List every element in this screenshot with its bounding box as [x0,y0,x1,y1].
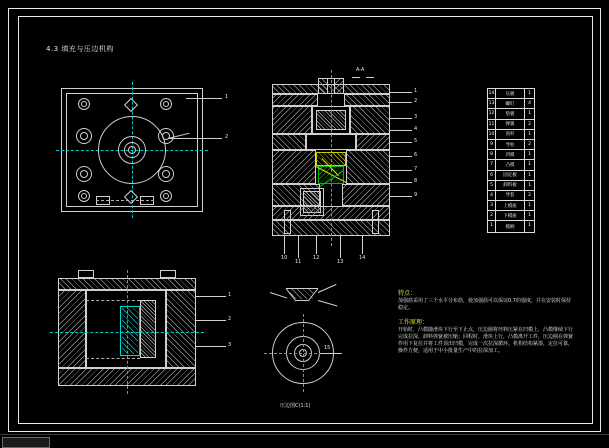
bom-row [488,160,534,170]
bom-cell-name: 凸模 [496,160,525,169]
bom-row [488,171,534,181]
callout-sec-1: 1 [414,88,418,94]
principle-title: 工作原理： [398,318,429,326]
bom-cell-name: 凹模 [496,150,525,159]
bom-row [488,191,534,201]
bom-cell-no: 5 [488,181,496,190]
bom-cell-qty: 1 [528,111,531,117]
bom-cell-no: 7 [488,160,496,169]
callout-sec-3: 3 [414,114,418,120]
bom-cell-no: 2 [488,211,496,220]
callout-sec-6: 6 [414,152,418,158]
callout-sec-4: 4 [414,126,418,132]
bom-cell-name: 下模座 [496,211,525,220]
features-title: 特点： [398,290,417,297]
bom-cell-name: 压板 [496,89,525,98]
bom-row [488,201,534,211]
callout-front-1: 1 [228,292,232,298]
callout-front-3: 3 [228,342,232,348]
bom-cell-qty: 4 [528,101,531,107]
bom-cell-no: 8 [488,150,496,159]
bom-cell-qty: 1 [528,162,531,168]
bom-table [487,88,535,233]
bom-cell-qty: 2 [528,192,531,198]
bom-cell-qty: 2 [528,121,531,127]
callout-sec-7: 7 [414,166,418,172]
callout-sec-13: 13 [337,259,344,265]
bom-row [488,221,534,231]
bom-row [488,211,534,221]
bom-cell-no: 14 [488,89,496,98]
bom-row [488,150,534,160]
bom-cell-name: 固定板 [496,171,525,180]
bom-cell-qty: 2 [528,141,531,147]
callout-front-2: 2 [228,316,232,322]
bom-cell-no: 11 [488,120,496,129]
callout-top-1: 1 [225,94,229,100]
callout-sec-11: 11 [295,259,302,265]
bom-cell-qty: 1 [528,223,531,229]
bom-cell-qty: 1 [528,172,531,178]
bom-cell-name: 弹簧 [496,120,525,129]
bom-row [488,89,534,99]
bom-cell-no: 9 [488,140,496,149]
taskbar [0,434,609,447]
callout-sec-12: 12 [313,255,320,261]
detail-label: 压边图C(1:1) [280,403,311,409]
bom-cell-no: 4 [488,191,496,200]
bom-cell-name: 导套 [496,191,525,200]
bom-cell-qty: 1 [528,203,531,209]
notes-block [398,288,573,356]
detail-dim: 15 [324,345,331,351]
features-text: 加强筋采用了三个水平分布筋，使加强筋可以保证0.7的强度，并在安装时保持稳定。 [398,298,571,312]
principle-text: 开始时，凸模随滑块下行至下止点，压边圈将坯料压紧在凹模上，凸模继续下行完成拉深，卸料弹簧被压缩；回程时，滑块上行，凸模离开工件，压边圈在弹簧作用下复位并将工件顶出凹模，完成一次拉深循环。机构结构紧凑，定位可靠，操作方便，适用于中小批量生产中的拉深加工。 [398,326,574,355]
bom-cell-no: 13 [488,99,496,108]
bom-row [488,130,534,140]
callout-sec-5: 5 [414,138,418,144]
bom-row [488,140,534,150]
callout-top-2: 2 [225,134,229,140]
callout-sec-2: 2 [414,98,418,104]
bom-cell-name: 上模座 [496,201,525,210]
bom-cell-qty: 1 [528,152,531,158]
callout-sec-9: 9 [414,192,418,198]
bom-row [488,99,534,109]
bom-cell-name: 卸料板 [496,181,525,190]
bom-cell-no: 1 [488,221,496,231]
bom-cell-qty: 1 [528,182,531,188]
bom-cell-name: 垫板 [496,109,525,118]
callout-sec-14: 14 [359,255,366,261]
bom-cell-name: 模柄 [496,221,525,231]
bom-cell-no: 10 [488,130,496,139]
bom-cell-no: 3 [488,201,496,210]
bom-cell-qty: 1 [528,91,531,96]
bom-cell-name: 螺钉 [496,99,525,108]
bom-cell-qty: 1 [528,213,531,219]
bom-cell-qty: 1 [528,131,531,137]
callout-sec-10: 10 [281,255,288,261]
bom-row [488,181,534,191]
bom-row [488,109,534,119]
bom-row [488,120,534,130]
callout-sec-8: 8 [414,178,418,184]
bom-cell-no: 12 [488,109,496,118]
bom-cell-name: 顶杆 [496,130,525,139]
bom-cell-name: 导柱 [496,140,525,149]
drawing-title: 4.3 填充与压边机构 [46,45,114,53]
taskbar-button[interactable] [2,437,50,448]
section-mark: A-A [356,67,365,73]
bom-cell-no: 6 [488,171,496,180]
